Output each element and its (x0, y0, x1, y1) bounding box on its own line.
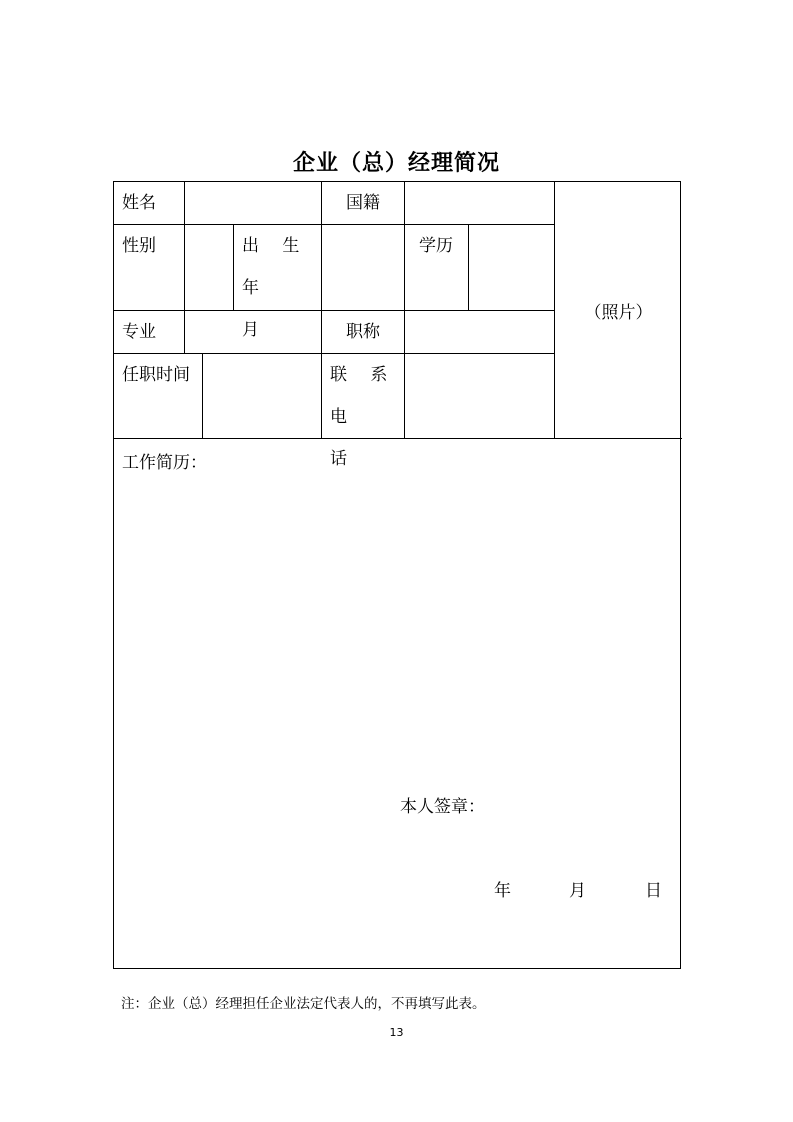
major-field[interactable] (185, 311, 322, 354)
page-title: 企业（总）经理简况 (292, 151, 500, 176)
date-month-label: 月 (569, 881, 586, 901)
nationality-field[interactable] (405, 182, 555, 225)
phone-label-line1: 联 系 电 (330, 365, 397, 427)
photo-box[interactable] (555, 182, 682, 439)
name-label: 姓名 (114, 182, 185, 225)
title-field[interactable] (405, 311, 555, 354)
phone-label-line2: 话 (330, 449, 347, 469)
tenure-field[interactable] (203, 354, 322, 439)
birth-date-field[interactable] (322, 225, 405, 311)
signature-label: 本人签章： (400, 797, 485, 817)
phone-label (322, 354, 405, 469)
date-day-label: 日 (645, 881, 662, 901)
tenure-label: 任职时间 (114, 354, 203, 439)
education-label: 学历 (405, 225, 469, 311)
birth-date-label-line1: 出 生 年 (242, 236, 309, 298)
footnote: 注：企业（总）经理担任企业法定代表人的，不再填写此表。 (121, 996, 486, 1012)
manager-profile-form (113, 181, 681, 969)
education-field[interactable] (469, 225, 555, 311)
gender-field[interactable] (185, 225, 234, 311)
title-label: 职称 (322, 311, 405, 354)
nationality-label: 国籍 (322, 182, 405, 225)
birth-date-label-line2: 月 (242, 320, 259, 340)
phone-field[interactable] (405, 354, 555, 439)
birth-date-label (234, 225, 322, 340)
page-number: 13 (389, 1026, 404, 1039)
gender-label: 性别 (114, 225, 185, 311)
name-field[interactable] (185, 182, 322, 225)
work-history-label: 工作简历： (122, 453, 207, 473)
date-year-label: 年 (494, 881, 511, 901)
major-label: 专业 (114, 311, 185, 354)
photo-label: （照片） (584, 302, 653, 323)
